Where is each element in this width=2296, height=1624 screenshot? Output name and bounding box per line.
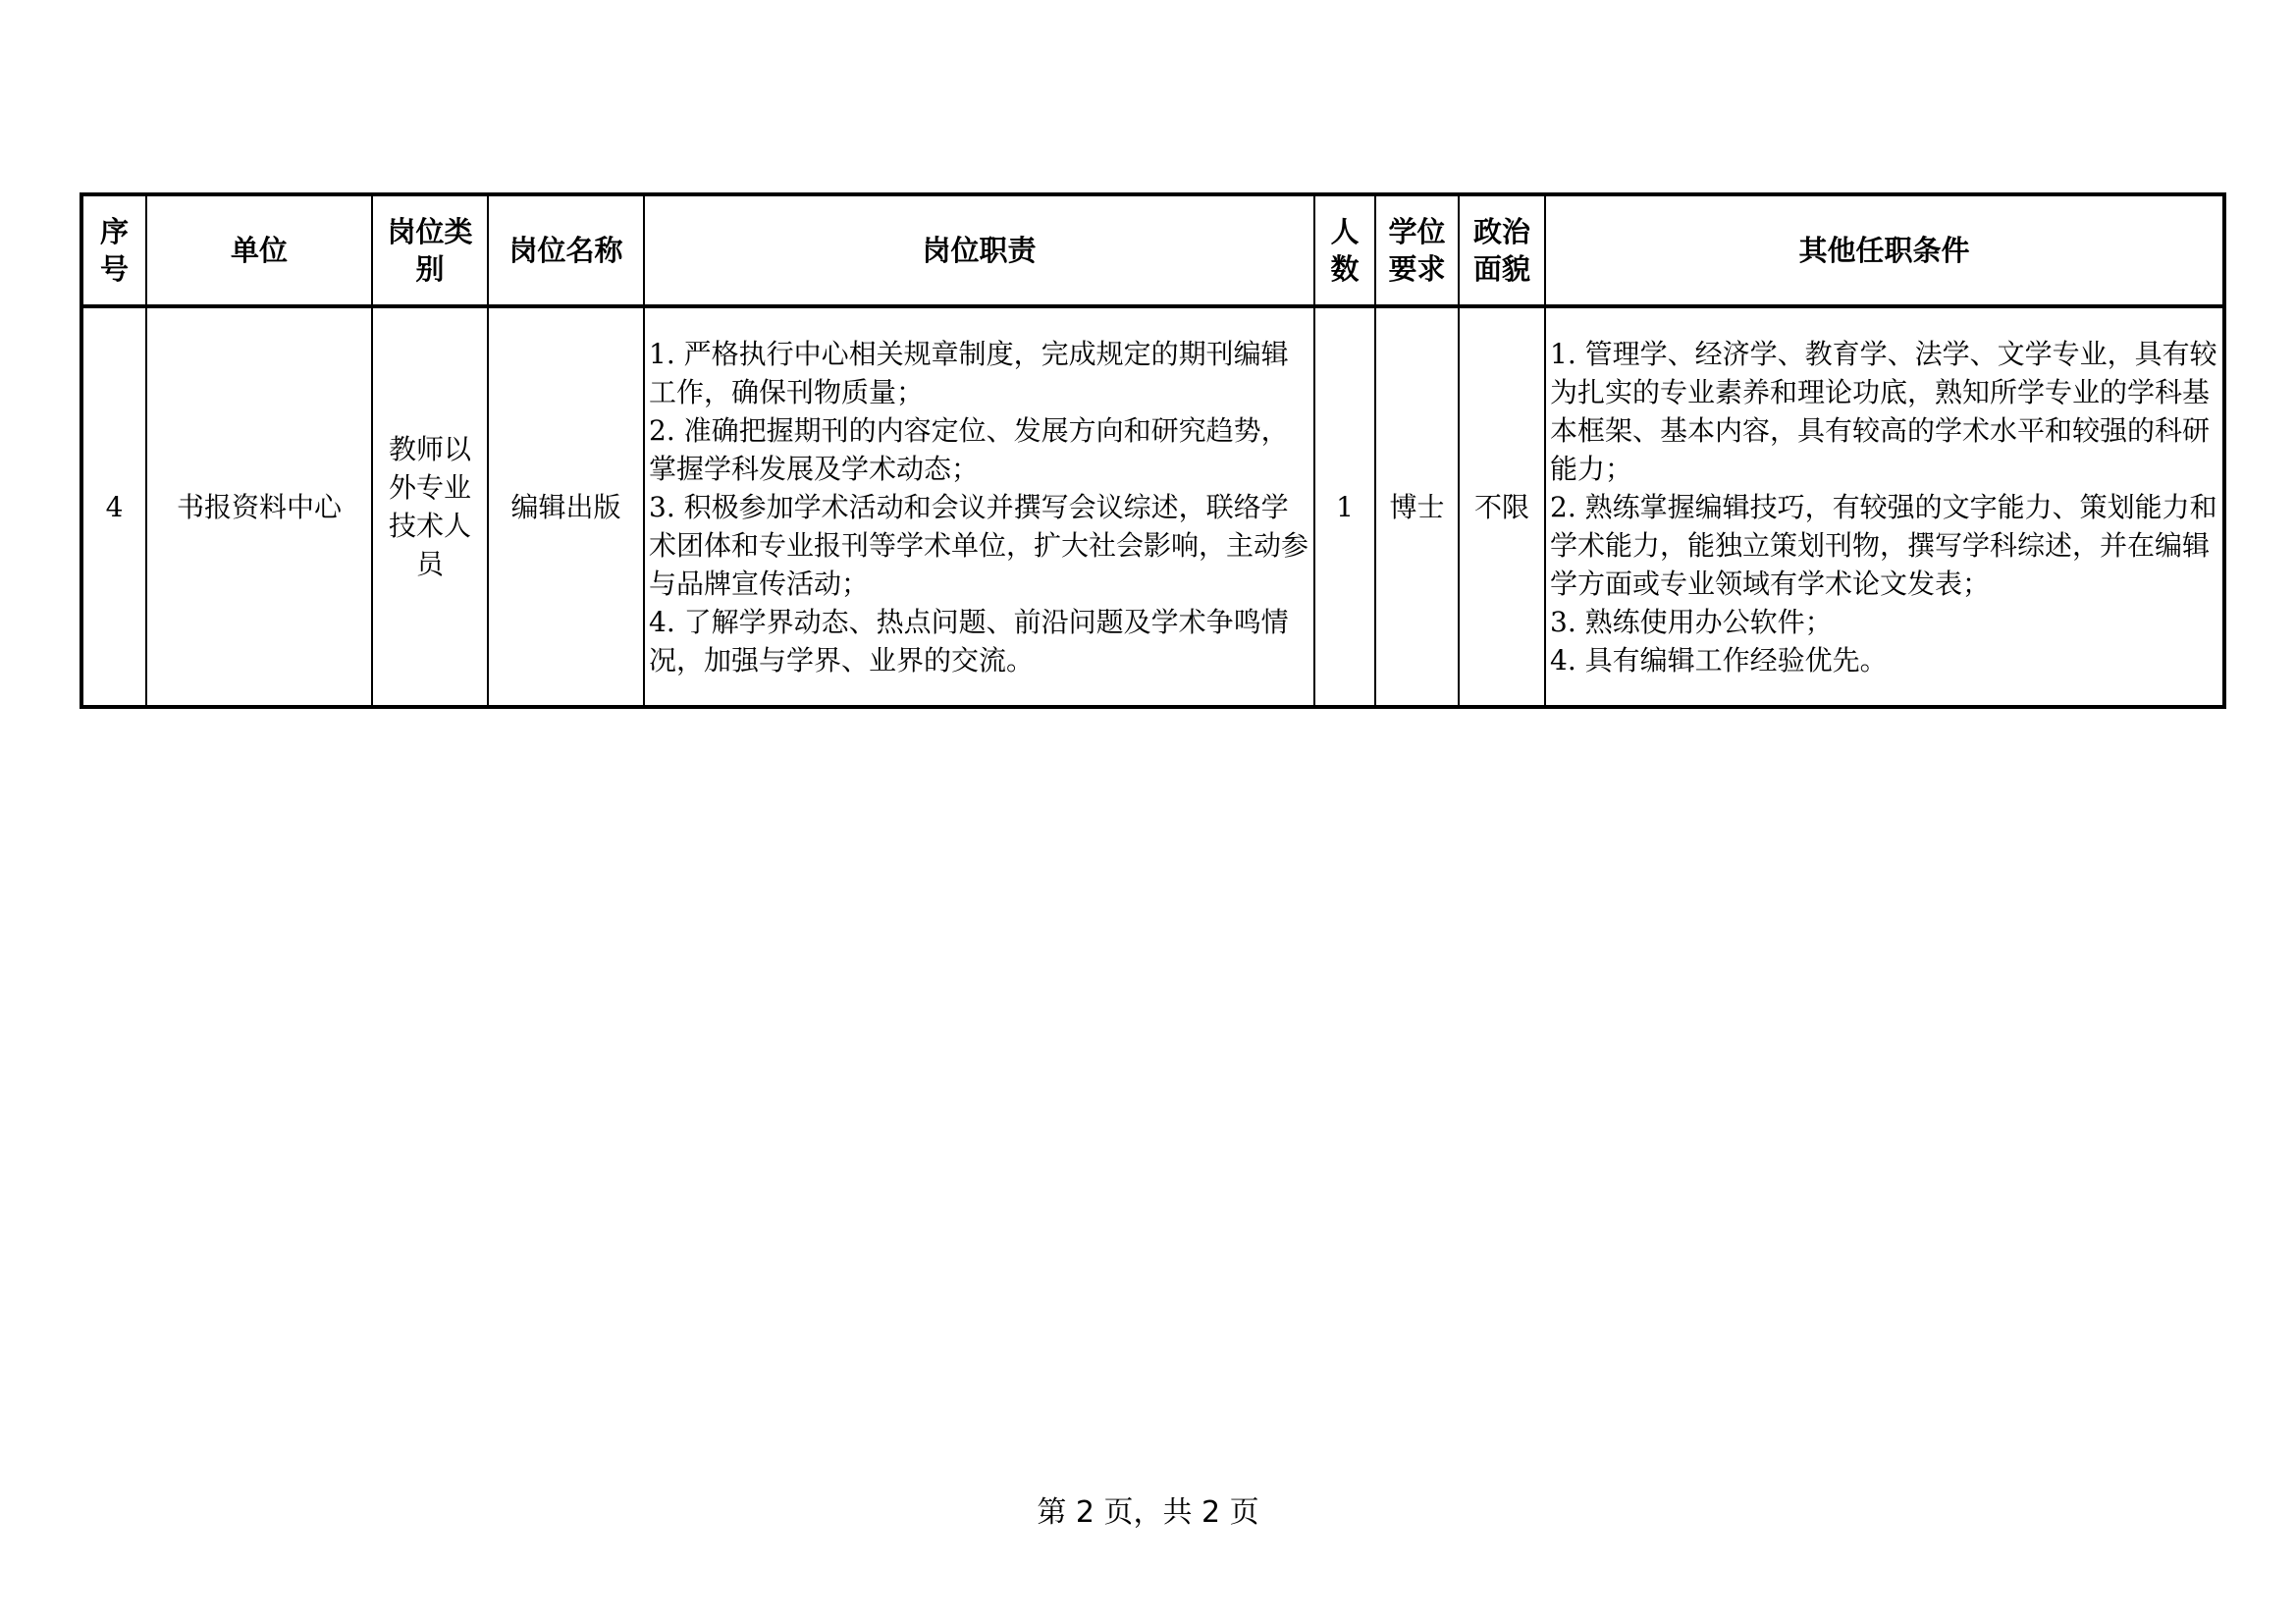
header-row <box>81 194 2224 306</box>
duty-item-1: 1. 严格执行中心相关规章制度，完成规定的期刊编辑工作，确保刊物质量； <box>649 337 1289 408</box>
cell-other <box>1545 306 2224 707</box>
requirement-item-1: 1. 管理学、经济学、教育学、法学、文学专业，具有较为扎实的专业素养和理论功底，熟知所学专业的学科基本框架、基本内容，具有较高的学术水平和较强的科研能力； <box>1550 337 2217 485</box>
requirement-item-4: 4. 具有编辑工作经验优先。 <box>1550 643 1888 677</box>
duty-item-4: 4. 了解学界动态、热点问题、前沿问题及学术争鸣情况，加强与学界、业界的交流。 <box>649 605 1289 677</box>
requirement-item-3: 3. 熟练使用办公软件； <box>1550 605 1833 638</box>
cell-post-type: 教师以外专业技术人员 <box>372 306 488 707</box>
cell-post-name: 编辑出版 <box>488 306 644 707</box>
cell-politics: 不限 <box>1459 306 1545 707</box>
table-row <box>81 306 2224 707</box>
page-footer: 第 2 页，共 2 页 <box>1037 1495 1259 1530</box>
requirement-item-2: 2. 熟练掌握编辑技巧，有较强的文字能力、策划能力和学术能力，能独立策划刊物，撰写学科综述，并在编辑学方面或专业领域有学术论文发表； <box>1550 490 2217 600</box>
header-post-type: 岗位类别 <box>372 194 488 306</box>
cell-count: 1 <box>1314 306 1375 707</box>
header-count: 人数 <box>1314 194 1375 306</box>
duty-item-3: 3. 积极参加学术活动和会议并撰写会议综述，联络学术团体和专业报刊等学术单位，扩大社会影响，主动参与品牌宣传活动； <box>649 490 1309 600</box>
recruitment-table <box>80 192 2226 709</box>
header-politics: 政治面貌 <box>1459 194 1545 306</box>
cell-duties <box>644 306 1314 707</box>
header-duties: 岗位职责 <box>644 194 1314 306</box>
header-seq: 序号 <box>81 194 146 306</box>
cell-seq: 4 <box>81 306 146 707</box>
header-post-name: 岗位名称 <box>488 194 644 306</box>
header-degree: 学位要求 <box>1375 194 1459 306</box>
cell-unit: 书报资料中心 <box>146 306 372 707</box>
header-other: 其他任职条件 <box>1545 194 2224 306</box>
duty-item-2: 2. 准确把握期刊的内容定位、发展方向和研究趋势，掌握学科发展及学术动态； <box>649 413 1289 485</box>
header-unit: 单位 <box>146 194 372 306</box>
cell-degree: 博士 <box>1375 306 1459 707</box>
